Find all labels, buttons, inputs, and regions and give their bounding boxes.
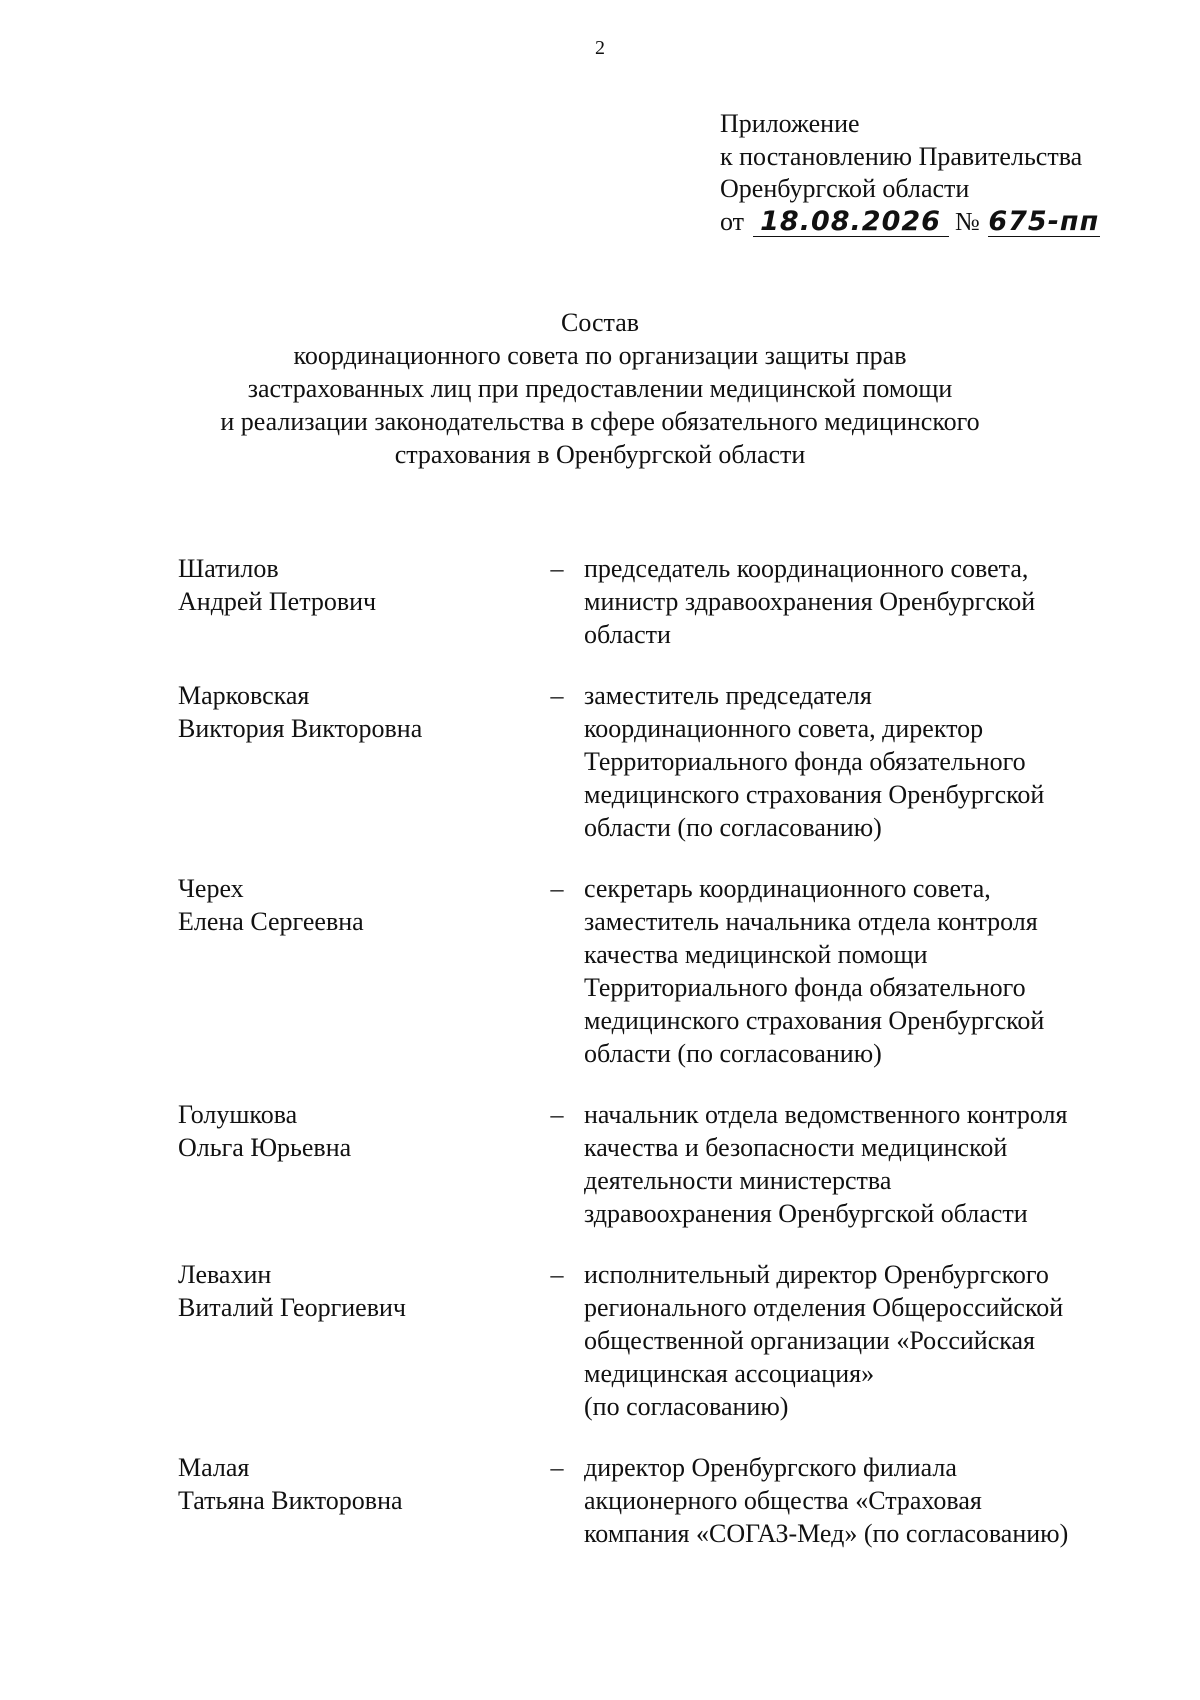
- member-role-line: области (по согласованию): [584, 813, 882, 842]
- member-surname: Марковская: [178, 681, 310, 710]
- member-role: [584, 1258, 1144, 1423]
- appendix-line-1: Приложение: [720, 109, 860, 138]
- member-name: [178, 1098, 518, 1164]
- member-role-line: деятельности министерства: [584, 1166, 892, 1195]
- member-role-line: начальник отдела ведомственного контроля: [584, 1100, 1068, 1129]
- member-name: [178, 1258, 518, 1324]
- member-role-line: координационного совета, директор: [584, 714, 984, 743]
- decree-date-number-line: [720, 206, 1180, 239]
- member-entry: [0, 552, 1200, 651]
- member-given-name: Татьяна Викторовна: [178, 1486, 403, 1515]
- member-role-line: заместитель председателя: [584, 681, 872, 710]
- member-role: [584, 872, 1144, 1070]
- member-surname: Голушкова: [178, 1100, 298, 1129]
- decree-date-field: [753, 205, 949, 237]
- member-role-line: Территориального фонда обязательного: [584, 973, 1026, 1002]
- member-name: [178, 552, 518, 618]
- appendix-line-3: Оренбургской области: [720, 174, 970, 203]
- member-name: [178, 679, 518, 745]
- decree-date-handwritten: 18.08.2026: [760, 205, 941, 237]
- member-entry: [0, 872, 1200, 1070]
- member-dash: –: [550, 1100, 564, 1129]
- member-given-name: Виктория Викторовна: [178, 714, 423, 743]
- member-given-name: Елена Сергеевна: [178, 907, 364, 936]
- member-name: [178, 1451, 518, 1517]
- title-line-1: Состав: [560, 308, 640, 337]
- members-list: [0, 552, 1200, 1578]
- member-role-line: качества медицинской помощи: [584, 940, 928, 969]
- member-role-line: секретарь координационного совета,: [584, 874, 991, 903]
- member-role-line: регионального отделения Общероссийской: [584, 1293, 1064, 1322]
- member-role-line: общественной организации «Российская: [584, 1326, 1035, 1355]
- member-role-line: области: [584, 620, 671, 649]
- member-role-line: (по согласованию): [584, 1392, 789, 1421]
- member-surname: Малая: [178, 1453, 250, 1482]
- title-line-5: страхования в Оренбургской области: [394, 440, 806, 469]
- title-line-2: координационного совета по организации защиты прав: [293, 341, 907, 370]
- member-entry: [0, 1258, 1200, 1423]
- member-role-line: акционерного общества «Страховая: [584, 1486, 982, 1515]
- decree-number-field: [988, 205, 1100, 237]
- member-dash: –: [550, 874, 564, 903]
- title-line-4: и реализации законодательства в сфере обязательного медицинского: [220, 407, 980, 436]
- decree-number-handwritten: 675-пп: [988, 205, 1100, 237]
- member-surname: Левахин: [178, 1260, 272, 1289]
- member-entry: [0, 1098, 1200, 1230]
- member-dash: –: [550, 1260, 564, 1289]
- member-role-line: заместитель начальника отдела контроля: [584, 907, 1038, 936]
- title-line-3: застрахованных лиц при предоставлении медицинской помощи: [247, 374, 953, 403]
- page-number: 2: [595, 37, 605, 59]
- member-surname: Черех: [178, 874, 244, 903]
- member-dash: –: [550, 681, 564, 710]
- member-given-name: Виталий Георгиевич: [178, 1293, 406, 1322]
- member-entry: [0, 679, 1200, 844]
- member-given-name: Андрей Петрович: [178, 587, 377, 616]
- member-dash: –: [550, 554, 564, 583]
- member-role: [584, 552, 1144, 651]
- member-role-line: министр здравоохранения Оренбургской: [584, 587, 1036, 616]
- member-role-line: председатель координационного совета,: [584, 554, 1029, 583]
- member-entry: [0, 1451, 1200, 1550]
- member-role-line: медицинского страхования Оренбургской: [584, 1006, 1045, 1035]
- document-title: [0, 306, 1200, 471]
- from-label: от: [720, 206, 745, 236]
- member-role-line: медицинская ассоциация»: [584, 1359, 875, 1388]
- appendix-line-2: к постановлению Правительства: [720, 141, 1083, 171]
- number-label: №: [955, 206, 980, 236]
- member-role-line: качества и безопасности медицинской: [584, 1133, 1008, 1162]
- member-role-line: компания «СОГАЗ-Мед» (по согласованию): [584, 1519, 1069, 1548]
- member-role-line: медицинского страхования Оренбургской: [584, 780, 1045, 809]
- member-role-line: области (по согласованию): [584, 1039, 882, 1068]
- member-role: [584, 679, 1144, 844]
- member-surname: Шатилов: [178, 554, 279, 583]
- member-given-name: Ольга Юрьевна: [178, 1133, 352, 1162]
- member-name: [178, 872, 518, 938]
- member-role-line: исполнительный директор Оренбургского: [584, 1260, 1049, 1289]
- member-role-line: Территориального фонда обязательного: [584, 747, 1026, 776]
- member-role: [584, 1098, 1144, 1230]
- appendix-block: [720, 108, 1180, 238]
- member-role-line: директор Оренбургского филиала: [584, 1453, 957, 1482]
- member-role: [584, 1451, 1144, 1550]
- member-role-line: здравоохранения Оренбургской области: [584, 1199, 1028, 1228]
- member-dash: –: [550, 1453, 564, 1482]
